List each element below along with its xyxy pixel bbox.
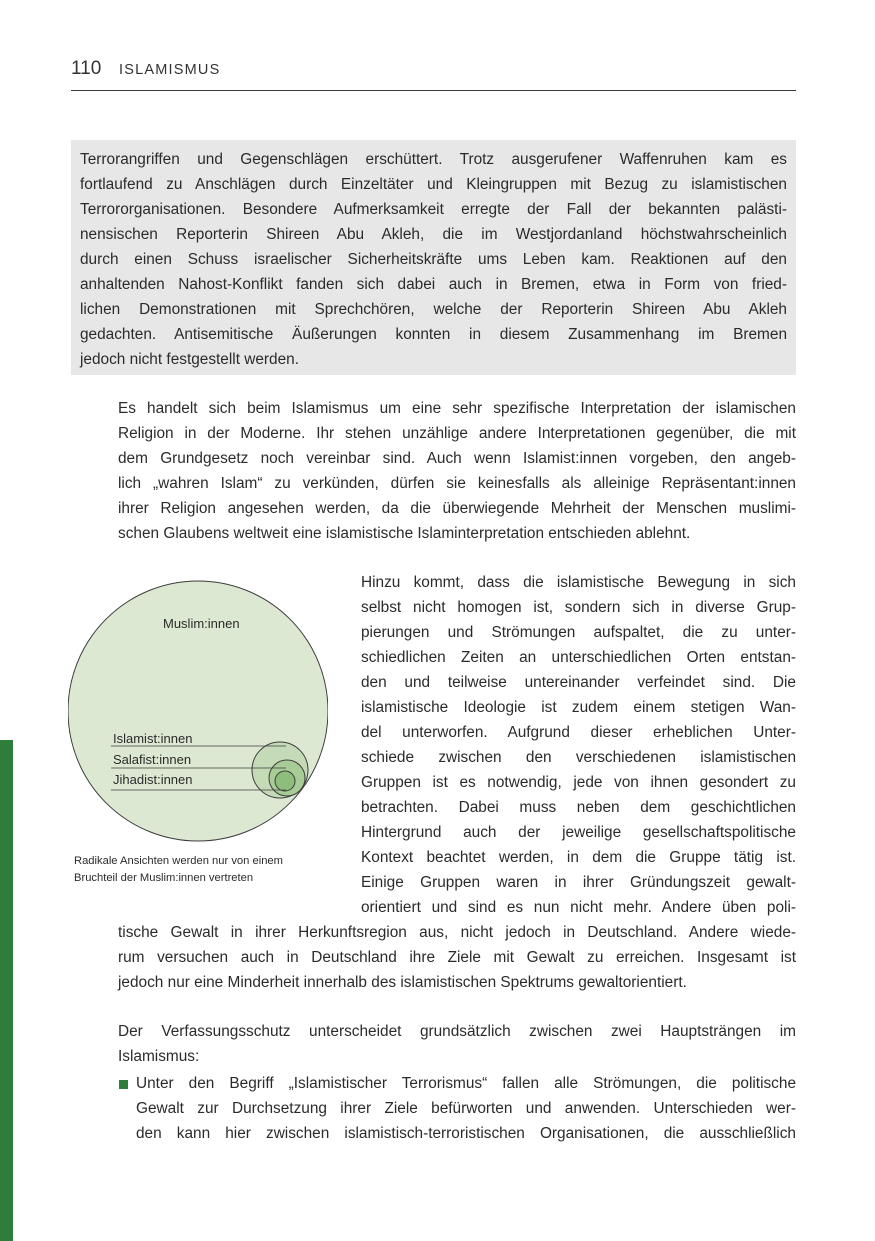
text-line: schiedlichen Zeiten an unterschiedlichen Orten entstan- [361, 649, 796, 666]
text-line: jedoch nicht festgestellt werden. [80, 351, 300, 368]
text-line: rum versuchen auch in Deutschland ihre Ziele mit Gewalt zu erreichen. Insgesamt ist [118, 949, 796, 966]
text-line: pierungen und Strömungen aufspaltet, die zu unter- [361, 624, 796, 641]
text-line: Der Verfassungsschutz unterscheidet grundsätzlich zwischen zwei Hauptsträngen im [118, 1023, 796, 1040]
text-line: Einige Gruppen waren in ihrer Gründungszeit gewalt- [361, 874, 796, 891]
text-line: Hinzu kommt, dass die islamistische Bewegung in sich [361, 574, 796, 591]
text-line: islamistische Ideologie ist zudem einem stetigen Wan- [361, 699, 796, 716]
text-line: Hintergrund auch der jeweilige gesellschaftspolitische [361, 824, 796, 841]
text-line: gedachten. Antisemitische Äußerungen konnten in diesem Zusammenhang im Bremen [80, 326, 787, 343]
text-line: Terrororganisationen. Besondere Aufmerksamkeit erregte der Fall der bekannten palästi- [80, 201, 787, 218]
text-line: anhaltenden Nahost-Konflikt fanden sich dabei auch in Bremen, etwa in Form von fried- [80, 276, 787, 293]
paragraph-violence [118, 920, 796, 995]
figure-caption [74, 853, 334, 887]
text-line: del unterworfen. Aufgrund dieser erheblichen Unter- [361, 724, 796, 741]
jihadist-circle [275, 771, 295, 791]
section-title: ISLAMISMUS [119, 62, 221, 78]
text-line: nensischen Reporterin Shireen Abu Akleh, die im Westjordanland höchstwahrscheinlich [80, 226, 787, 243]
text-line: Unter den Begriff „Islamistischer Terrorismus“ fallen alle Strömungen, die politische [136, 1075, 796, 1092]
caption-line: Radikale Ansichten werden nur von einem [74, 855, 283, 867]
paragraph-islamism-interpretation [118, 396, 796, 546]
text-line: ihrer Religion angesehen werden, da die überwiegende Mehrheit der Menschen muslimi- [118, 500, 796, 517]
text-line: durch einen Schuss israelischer Sicherheitskräfte ums Leben kam. Reaktionen auf den [80, 251, 787, 268]
text-line: orientiert und sind es nun nicht mehr. Andere üben poli- [361, 899, 796, 916]
venn-diagram [68, 565, 328, 850]
muslim-label: Muslim:innen [163, 616, 240, 631]
text-line: den kann hier zwischen islamistisch-terroristischen Organisationen, die ausschließlich [136, 1125, 796, 1142]
text-line: den und teilweise untereinander verfeindet sind. Die [361, 674, 796, 691]
paragraph-movement-heterogeneity [361, 570, 796, 920]
text-line: Religion in der Moderne. Ihr stehen unzählige andere Interpretationen gegenüber, die mit [118, 425, 796, 442]
text-line: jedoch nur eine Minderheit innerhalb des islamistischen Spektrums gewaltorientiert. [118, 974, 687, 991]
chapter-marker-bar [0, 740, 13, 1241]
text-line: Es handelt sich beim Islamismus um eine sehr spezifische Interpretation der islamischen [118, 400, 796, 417]
bullet-square-icon [119, 1080, 128, 1089]
text-line: selbst nicht homogen ist, sondern sich in diverse Grup- [361, 599, 796, 616]
caption-line: Bruchteil der Muslim:innen vertreten [74, 872, 254, 884]
text-line: lichen Demonstrationen mit Sprechchören, welche der Reporterin Shireen Abu Akleh [80, 301, 787, 318]
text-line: Kontext beachtet werden, in dem die Gruppe tätig ist. [361, 849, 796, 866]
text-line: Terrorangriffen und Gegenschlägen erschüttert. Trotz ausgerufener Waffenruhen kam es [80, 151, 787, 168]
bullet-text [136, 1071, 796, 1146]
page-number: 110 [71, 58, 102, 79]
text-line: lich „wahren Islam“ zu verkünden, dürfen sie keinesfalls als alleinige Repräsentant:innen [118, 475, 796, 492]
text-line: Gruppen ist es notwendig, jede von ihnen gesondert zu [361, 774, 796, 791]
text-line: Gewalt zur Durchsetzung ihrer Ziele befürworten und anwenden. Unterschieden wer- [136, 1100, 796, 1117]
text-line: dem Grundgesetz noch vereinbar sind. Auch wenn Islamist:innen vorgeben, den angeb- [118, 450, 796, 467]
text-line: schiede zwischen den verschiedenen islamistischen [361, 749, 796, 766]
text-line: tische Gewalt in ihrer Herkunftsregion aus, nicht jedoch in Deutschland. Andere wiede- [118, 924, 796, 941]
venn-diagram-svg [68, 565, 328, 850]
text-line: schen Glaubens weltweit eine islamistische Islaminterpretation entschieden ablehnt. [118, 525, 691, 542]
page-header [71, 56, 796, 91]
paragraph-main-strands [118, 1019, 796, 1069]
info-box [71, 140, 796, 375]
text-line: betrachten. Dabei muss neben dem geschichtlichen [361, 799, 796, 816]
text-line: fortlaufend zu Anschlägen durch Einzeltäter und Kleingruppen mit Bezug zu islamistischen [80, 176, 787, 193]
salafist-label: Salafist:innen [113, 752, 192, 767]
islamist-label: Islamist:innen [113, 731, 193, 746]
text-line: Islamismus: [118, 1048, 200, 1065]
jihadist-label: Jihadist:innen [113, 772, 193, 787]
